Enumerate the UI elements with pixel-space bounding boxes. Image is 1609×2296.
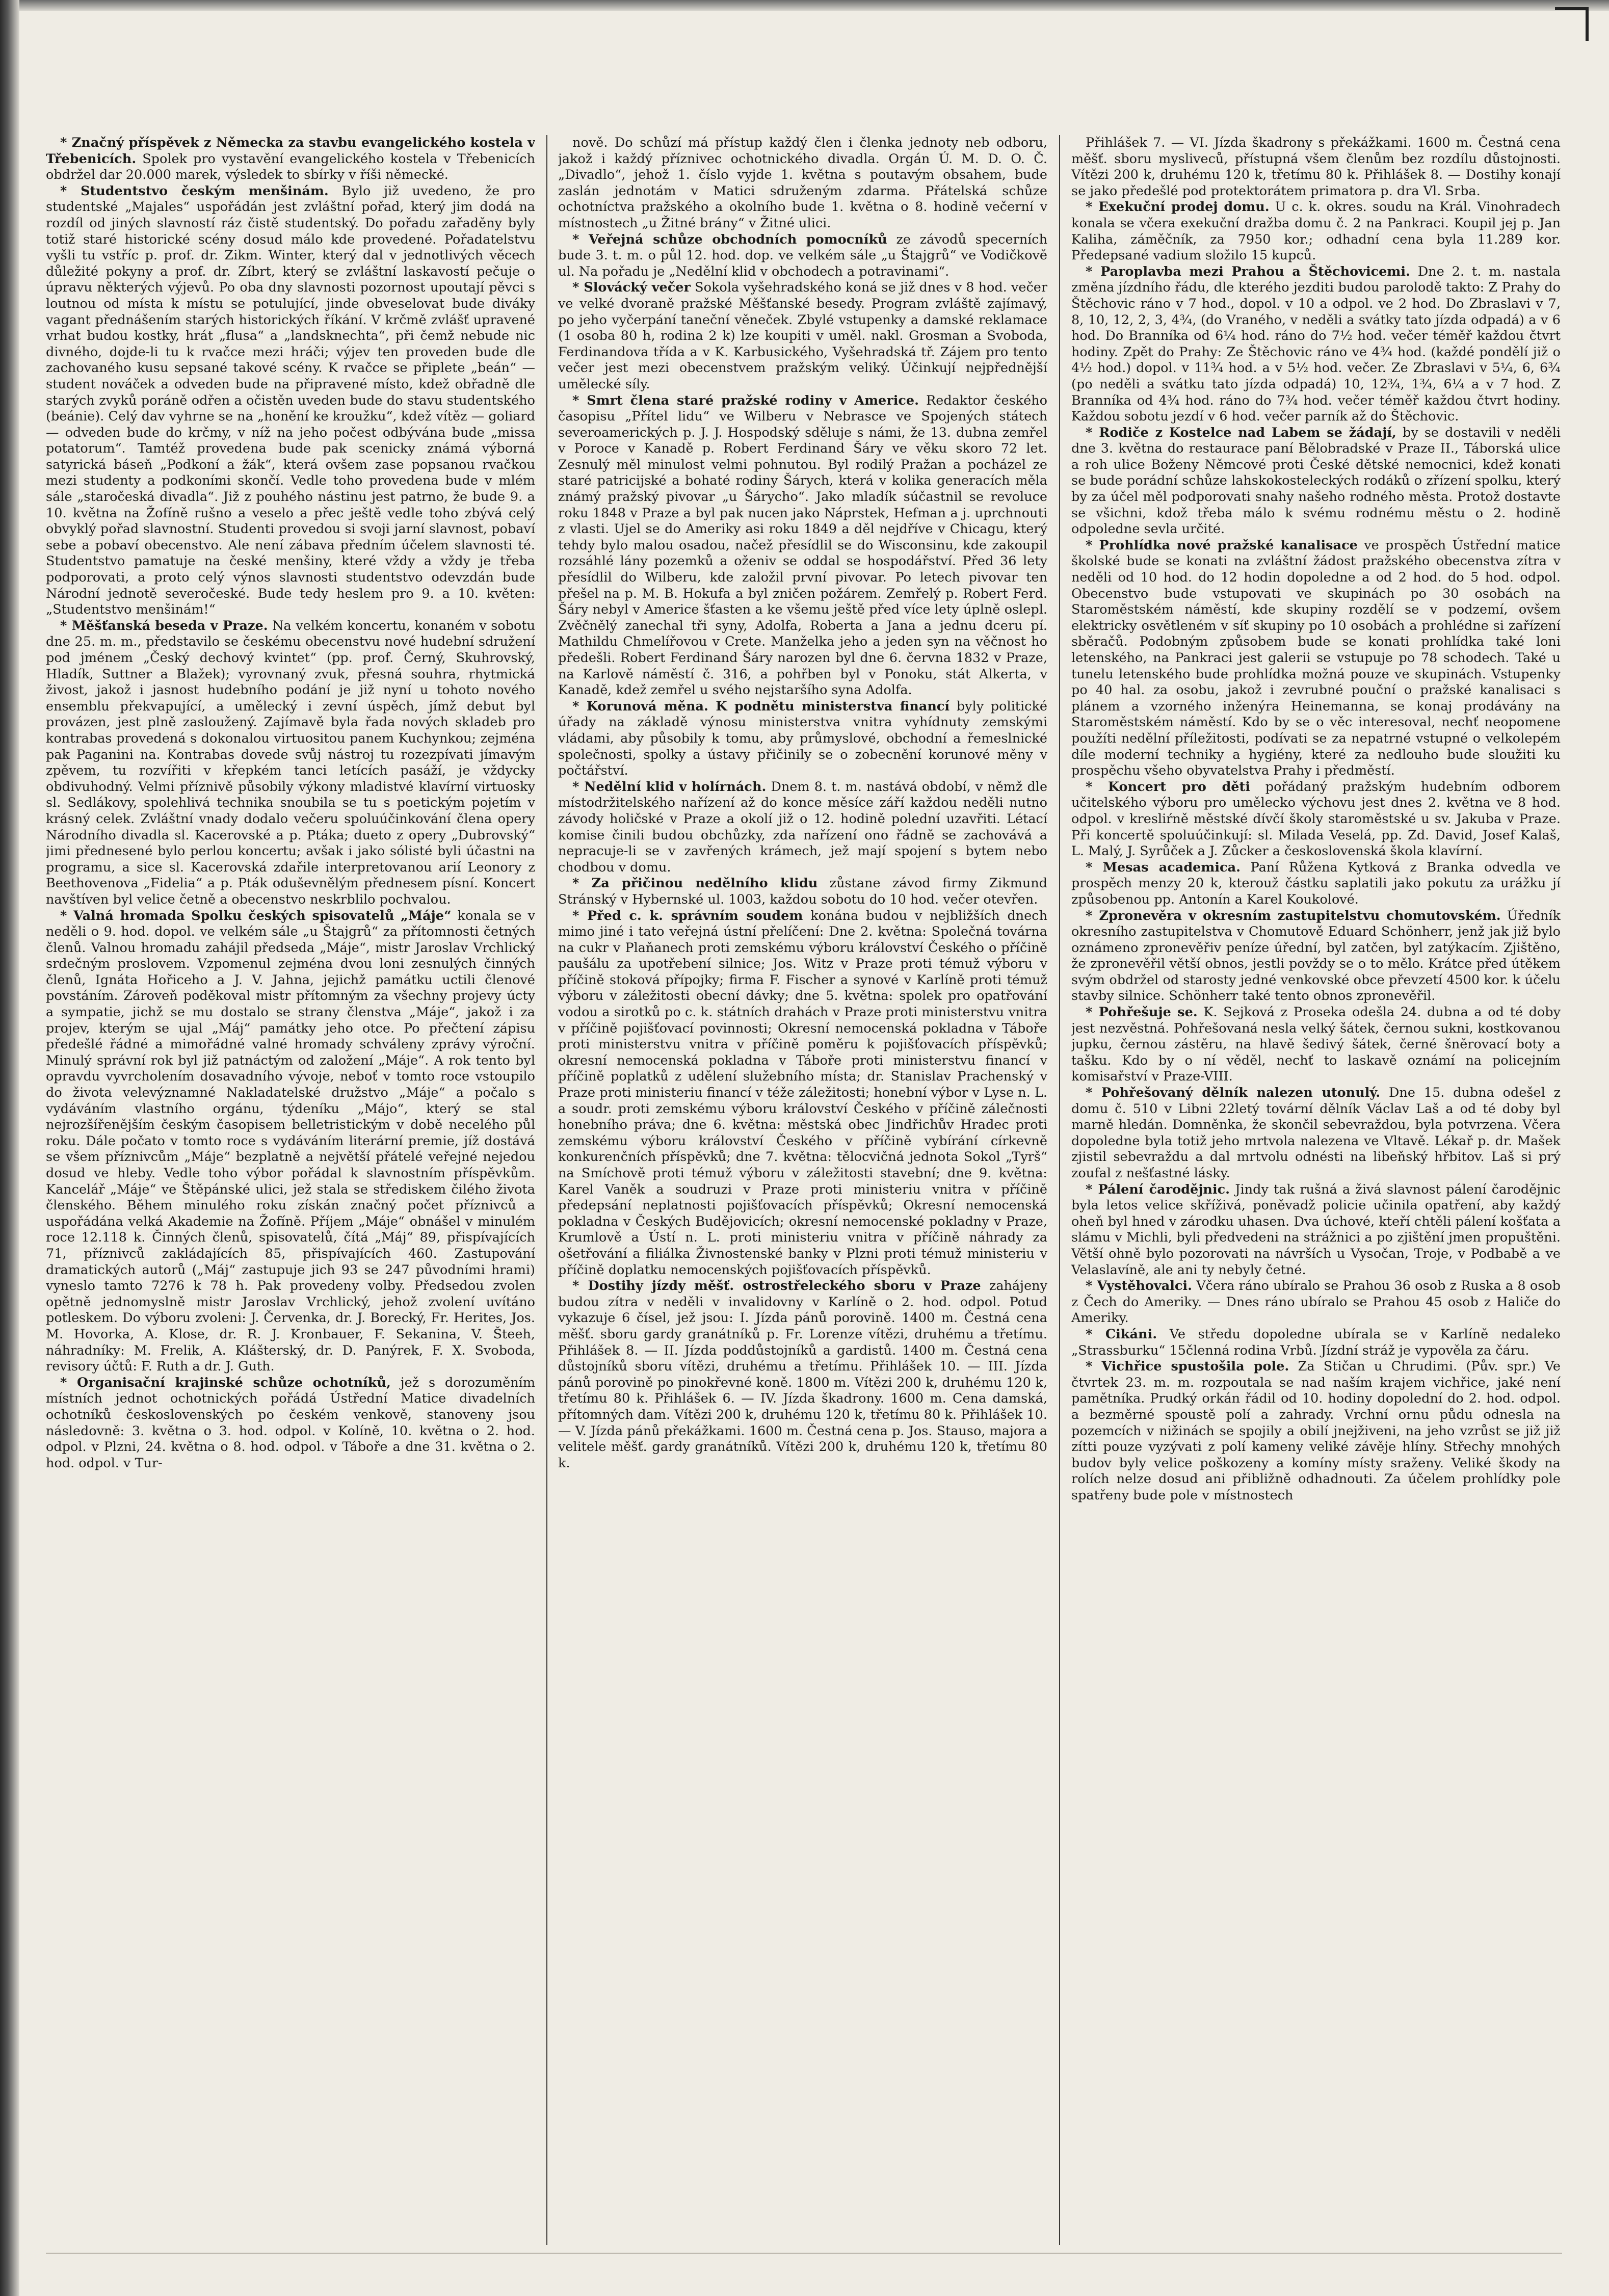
article-headline: Korunová měna. K podnětu ministerstva financí <box>586 698 950 714</box>
article-bullet: * <box>572 231 589 247</box>
article-body: Bylo již uvedeno, že pro studentské „Majales“ uspořádán jest zvláštní pořad, který jim dodá na rozdíl od jiných slavností ráz čistě studentský. Do pořadu zařaděny byly totiž staré historické scény dosud málo kde provedené. Pořadatelstvu vyšli tu vstříc p. prof. dr. Zikm. Winter, který dal v jednotlivých věcech důležité pokyny a prof. dr. Zíbrt, který se zvláštní laskavostí pečuje o úpravu některých výjevů. Po oba dny slavnosti pozornost upoutají pěvci s loutnou od místa k místu se potulující, jinde obveselovat bude diváky vagant přednášením starých historických říkání. V krčmě zvlášť upravené vrhat budou kostky, hrát „flusa“ a „landsknechta“, při čemž nebude nic divného, dojde-li tu k rvačce mezi hráči; výjev ten proveden bude dle zachovaného kusu sepsané takové scény. K rvačce se připlete „beán“ — student nováček a odveden bude na připravené místo, kdež obřadně dle starých zvyků poráně odřen a očistěn uveden bude do stavu studentského (beánie). Celý dav vyhrne se na „honění ke kroužku“, kdež vítěz — goliard — odveden bude do krčmy, v níž na jeho počest odbývána bude „missa potatorum“. Tamtéž provedena bude pak scenicky známá výborná satyrická báseň „Podkoní a žák“, která ovšem zase popsanou rvačkou mezi studenty a podkoními skončí. Vedle toho provedena bude v mlém sále „staročeská divadla“. Již z pouhého nástinu jest patrno, že bude 9. a 10. května na Žofíně rušno a veselo a přec ještě vedle toho zbývá celý obvyklý pořad slavnostní. Studenti provedou si svoji jarní slavnost, pobaví sebe a pobaví obecenstvo. Ale není zábava předním účelem slavnosti té. Studentstvo pamatuje na české menšiny, které vždy a vždy je třeba podporovati, a proto celý výnos slavnosti studentstvo odevzdán bude Národní jednotě severočeské. Bude tedy heslem pro 9. a 10. květen: „Studentstvo menšinám!“ <box>46 183 535 618</box>
article-body: ze závodů specerních bude 3. t. m. o půl 12. hod. dop. ve velkém sále „u Štajgrů“ ve Vodičkově ul. Na pořadu je „Nedělní klid v obchodech a potravinami“. <box>558 231 1047 279</box>
article <box>1071 199 1561 263</box>
article-bullet: * <box>1086 1278 1097 1294</box>
article-headline: Studentstvo českým menšinám. <box>81 183 329 199</box>
article-body: Včera ráno ubíralo se Prahou 36 osob z Ruska a 8 osob z Čech do Ameriky. — Dnes ráno ubíralo se Prahou 45 osob z Haliče do Ameriky. <box>1071 1278 1561 1326</box>
article <box>1071 538 1561 779</box>
article-bullet: * <box>1086 1181 1098 1197</box>
article-body: Sokola vyšehradského koná se již dnes v 8 hod. večer ve velké dvoraně pražské Měšťanské besedy. Program zvláště zajímavý, po jeho vyčerpání taneční věneček. Zbylé vstupenky a damské reklamace (1 osoba 80 h, rodina 2 k) lze koupiti v uměl. nakl. Grosman a Svoboda, Ferdinandova třída a v K. Karbusického, Vyšehradská tř. Zájem pro tento večer jest mezi obecenstvem pražským veliký. Účinkují nejpřednější umělecké síly. <box>558 280 1047 392</box>
article-body: Paní Růžena Kytková z Branka odvedla ve prospěch menzy 20 k, kterouž částku saplatili jako pokutu za urážku jí způsobenou pp. Antonín a Karel Koukolové. <box>1071 859 1561 907</box>
article-headline: Značný příspěvek z Německa za stavbu evangelického kostela v Třebenicích. <box>46 135 535 167</box>
article <box>1071 860 1561 908</box>
article-headline: Prohlídka nové pražské kanalisace <box>1099 537 1358 553</box>
article-bullet: * <box>1086 779 1108 795</box>
article-body: Spolek pro vystavění evangelického kostela v Třebenicích obdržel dar 20.000 marek, výsledek to sbírky v říši německé. <box>46 151 535 183</box>
article-headline: Vystěhovalci. <box>1097 1278 1192 1294</box>
article-bullet: * <box>572 280 584 296</box>
article <box>558 908 1047 1279</box>
page-bottom-edge <box>46 2253 1562 2254</box>
article <box>1071 1327 1561 1359</box>
article <box>558 135 1047 232</box>
article-headline: Slovácký večer <box>584 280 691 296</box>
article-bullet: * <box>1086 537 1099 553</box>
article-headline: Valná hromada Spolku českých spisovatelů „Máje“ <box>73 908 452 923</box>
article-bullet: * <box>60 183 81 199</box>
article-bullet: * <box>572 779 585 795</box>
article-bullet: * <box>1086 1326 1105 1342</box>
article-bullet: * <box>1086 859 1103 875</box>
article-headline: Pohřešovaný dělník nalezen utonulý. <box>1101 1085 1381 1101</box>
article-headline: Vichřice spustošila pole. <box>1101 1359 1289 1375</box>
article <box>46 908 535 1375</box>
newspaper-page <box>46 135 1562 2245</box>
article <box>1071 779 1561 860</box>
article-bullet: * <box>572 698 587 714</box>
article-body: konala se v neděli o 9. hod. dopol. ve velkém sále „u Štajgrů“ za přítomnosti četných členů. Valnou hromadu zahájil předseda „Máje“, mistr Jaroslav Vrchlický srdečným proslovem. Vzpomenul zejména dvou loni zesnulých činných členů, Ignáta Hořiceho a J. V. Jahna, jejichž památku uctili členové povstáním. Zároveň poděkoval mistr přítomným za všechny projevy úcty a sympatie, jichž se mu dostalo se strany členstva „Máje“, jakož i za projev, kterým se ujal „Máj“ památky jeho otce. Po přečtení zápisu předešlé řádné a mimořádné valné hromady schváleny zprávy výroční. Minulý správní rok byl již patnáctým od založení „Máje“. A rok tento byl opravdu vyvrcholením dosavadního vývoje, neboť v tomto roce vstoupilo do života velevýznamné Nakladatelské družstvo „Máje“ a počalo s vydáváním vlastního orgánu, týdeníku „Májo“, který se stal nejrozšířenějším českým časopisem belletristickým v době necelého půl roku. Dále počato v tomto roce s vydáváním literární premie, jíž dostává se všem příznivcům „Máje“ bezplatně a největší přátelé veřejné nejedou dosud ve hleby. Vedle toho výbor pořádal k slavnostním příspěvkům. Kancelář „Máje“ ve Štěpánské ulici, jež stala se střediskem čilého života členského. Během minulého roku získán značný počet příznivců a uspořádána velká Akademie na Žofíně. Příjem „Máje“ obnášel v minulém roce 12.118 k. Činných členů, spisovatelů, čítá „Máj“ 89, přispívajících 71, příznivců zakládajících 85, přispívajících 460. Zastupování dramatických autorů („Máj“ zastupuje jich 93 se 247 původními hrami) vyneslo tamto 7276 k 78 h. Pak provedeny volby. Předsedou zvolen opětně jednomyslně mistr Jaroslav Vrchlický, jehož zvolení uvítáno potleskem. Do výboru zvoleni: J. Červenka, dr. J. Borecký, Fr. Herites, Jos. M. Hovorka, A. Klose, dr. R. J. Kronbauer, F. Sekanina, V. Šteeh, náhradníky: M. Frelik, A. Klášterský, dr. D. Panýrek, F. X. Svoboda, revisory účtů: F. Ruth a dr. J. Guth. <box>46 908 535 1375</box>
article-bullet: * <box>1086 199 1099 215</box>
article <box>1071 135 1561 199</box>
article-bullet: * <box>572 1278 588 1294</box>
article <box>1071 1005 1561 1085</box>
article-headline: Exekuční prodej domu. <box>1098 199 1270 215</box>
article-bullet: * <box>60 908 74 923</box>
article-body: Jindy tak rušná a živá slavnost pálení čarodějnic byla letos velice skříživá, poněvadž policie učinila opatření, aby každý oheň byl hned v zárodku uhasen. Dva úchové, kteří chtěli pálení košťata a slámu v Michli, byli předvedeni na strážnici a po zjištění jmen propuštěni. Větší ohně bylo pozorovati na návrších u Vysočan, Troje, v Podbabě a ve Velaslavíně, ale ani ty nebyly četné. <box>1071 1181 1561 1278</box>
article-headline: Veřejná schůze obchodních pomocníků <box>588 231 887 247</box>
article-body: zůstane závod firmy Zikmund Stránský v Hybernské ul. 1003, každou sobotu do 10 hod. večer otevřen. <box>558 876 1047 907</box>
article-headline: Za přičinou nedělního klidu <box>591 876 818 891</box>
article-bullet: * <box>572 392 587 408</box>
article-headline: Pohřešuje se. <box>1098 1005 1198 1020</box>
article-bullet: * <box>1086 263 1101 279</box>
article-headline: Zpronevěra v okresním zastupitelstvu chomutovském. <box>1099 908 1501 923</box>
article-body: by se dostavili v neděli dne 3. května do restaurace paní Bělobradské v Praze II., Táborská ulice a roh ulice Boženy Němcové proti České dětské nemocnici, kdež konati se bude porádní schůze lahskokosteleckých rodáků o zřízení spolku, který by za účel měl podporovati snahy našeho rodného města. Protož dostavte se všichni, kdož třeba málo k svému rodnému městu o 2. hodině odpoledne sevla určité. <box>1071 425 1561 537</box>
article-headline: Cikáni. <box>1105 1326 1157 1342</box>
article-bullet: * <box>60 618 72 634</box>
scan-edge-top <box>19 0 1609 11</box>
article-headline: Nedělní klid v holírnách. <box>584 779 767 795</box>
article-headline: Smrt člena staré pražské rodiny v Americe. <box>587 392 919 408</box>
article-headline: Pálení čarodějnic. <box>1098 1181 1230 1197</box>
article <box>558 232 1047 280</box>
article-body: Dne 15. dubna odešel z domu č. 510 v Libni 22letý tovární dělník Václav Laš a od té doby byl marně hledán. Domněnka, že skončil sebevraždou, byla potvrzena. Včera dopoledne byla totiž jeho mrtvola nalezena ve Vltavě. Lékař p. dr. Mašek zjistil sebevraždu a dal mrtvolu odnésti na libeňský hřbitov. Laš si prý zoufal z nešťastné lásky. <box>1071 1085 1561 1181</box>
article <box>46 183 535 618</box>
article-headline: Koncert pro děti <box>1107 779 1250 795</box>
article <box>1071 1359 1561 1503</box>
article-body: U c. k. okres. soudu na Král. Vinohradech konala se včera exekuční dražba domu č. 2 na Pankraci. Koupil jej p. Jan Kaliha, záměčník, za 7950 kor.; odhadní cena byla 11.289 kor. Předepsané vadium složilo 15 kupců. <box>1071 199 1561 263</box>
article <box>558 393 1047 699</box>
article <box>46 135 535 183</box>
article <box>558 876 1047 908</box>
article-body: byly politické úřady na základě výnosu ministerstva vnitra vyhídnuty zemskými vládami, aby působily k tomu, aby průmyslové, obchodní a řemeslnické společnosti, spolky a ústavy přičinily se o zobecnění korunové měny v počtářství. <box>558 698 1047 779</box>
column-rule <box>1059 135 1060 2245</box>
column-left <box>46 135 535 2245</box>
article-bullet: * <box>572 876 592 891</box>
article <box>46 618 535 908</box>
article-body: konána budou v nejbližších dnech mimo jiné i tato veřejná ústní přelíčení: Dne 2. května: Společná továrna na cukr v Plaňanech proti zemskému výboru království Českého o příčině paušálu za upotřebení silnice; Jos. Witz v Praze proti témuž výboru v příčině stoková přípojky; firma F. Fischer a synové v Karlíně proti témuž výboru v záležitosti obecní dávky; dne 5. května: spolek pro opatřování vodou a sirotků po c. k. státních drahách v Praze proti ministerstvu vnitra v příčině pojišťovací povinnosti; Okresní nemocenská pokladna v Táboře proti ministerstvu vnitra v příčině poměru k pojišťovacích příspěvků; okresní nemocenská pokladna v Táboře proti ministerstvu financí v příčině poplatků z udělení služebního místa; dr. Stanislav Prachenský v Praze proti ministeriu financí v téže záležitosti; honební výbor v Lyse n. L. a soudr. proti zemskému výboru království Českého v příčině zálečnosti honebního práva; dne 6. května: městská obec Jindřichův Hradec proti zemskému výboru království Českého v příčině vybírání církevně konkurenčních příspěvků; dne 7. května: tělocvičná jednota Sokol „Tyrš“ na Smíchově proti témuž výboru v záležitosti stavební; dne 9. května: Karel Vaněk a soudruzi v Praze proti ministeriu vnitra v příčině předepsání neplatnosti pojišťovacích příspěvků; Okresní nemocenská pokladna v Českých Budějovicích; okresní nemocenské pokladny v Praze, Krumlově a Ústí n. L. proti ministeriu vnitra v příčině náhrady za ošetřování a filiálka Živnostenské banky v Plzni proti témuž ministeriu v příčině doplatku nemocenských pojišťovacích příspěvků. <box>558 908 1047 1278</box>
article-body: zahájeny budou zítra v neděli v invalidovny v Karlíně o 2. hod. odpol. Potud vykazuje 6 čísel, jež jsou: I. Jízda pánů porovině. 1400 m. Čestná cena měšť. sboru gardy granátníků p. Fr. Lorenze vítězi, druhému a třetímu. Přihlášek 8. — II. Jízda poddůstojníků a gardistů. 1400 m. Čestná cena důstojníků sboru vítězi, druhému a třetímu. Přihlášek 10. — III. Jízda pánů porovině po pinokřevné koně. 1800 m. Vítězi 200 k, druhému 120 k, třetímu 80 k. Přihlášek 6. — IV. Jízda škadrony. 1600 m. Cena damská, přítomných dam. Vítězi 200 k, druhému 120 k, třetímu 80 k. Přihlášek 10. — V. Jízda pánů překážkami. 1600 m. Čestná cena p. Jos. Stauso, majora a velitele měšť. gardy granátníků. Vítězi 200 k, druhému 120 k, třetímu 80 k. <box>558 1278 1047 1471</box>
scan-corner-mark <box>1555 7 1589 41</box>
article-body: Ve středu dopoledne ubírala se v Karlíně nedaleko „Strassburku“ 15členná rodina Vrbů. Jízdní stráž je vypověla za čáru. <box>1071 1326 1561 1358</box>
article-body: Na velkém koncertu, konaném v sobotu dne 25. m. m., představilo se českému obecenstvu nové hudební sdružení pod jménem „Český dechový kvintet“ (pp. prof. Černý, Skuhrovský, Hladík, Suttner a Blažek); vyrovnaný zvuk, přesná souhra, rhytmická živost, jakož i jasnost hudebního podání je již nyní u tohoto nového ensemblu překvapující, a umělecký i zevní úspěch, jímž debut byl provázen, jest plně zasloužený. Zajímavě byla řada nových skladeb pro kontrabas provedená s dokonalou virtuositou panem Kuchynkou; zejména pak Paganini na. Kontrabas dovede svůj nástroj tu rozezpívati jímavým zpěvem, tu rozvířiti v křepkém tanci letících pasáží, je vždycky obdivuhodný. Velmi příznivě působily výkony mladistvé klavírní virtuosky sl. Sedlákovy, spolehlivá technika snoubila se tu s poetickým pojetím v krásný celek. Zvláštní vnady dodalo večeru spoluúčinkování člena opery Národního divadla sl. Kacerovské a p. Ptáka; dueto z opery „Dubrovský“ jimi přednesené bylo perlou koncertu; avšak i jako sólisté byli účastni na programu, a sice sl. Kacerovská zdařile interpretovanou arií Leonory z Beethovenova „Fidelia“ a p. Pták oduševnělým přednesem písní. Koncert navštíven byl velice četně a obecenstvo neskrblilo pochvalou. <box>46 618 535 907</box>
scan-edge-left <box>0 0 19 2296</box>
article-bullet: * <box>60 135 72 150</box>
article-body: Dne 2. t. m. nastala změna jízdního řádu, dle kterého jezditi budou parolodě takto: Z Prahy do Štěchovic ráno v 7 hod., dopol. v 10 a odpol. ve 2 hod. Do Zbraslavi v 7, 8, 10, 12, 2, 3, 4¾, (do Vraného, v neděli a svátky tato jízda odpadá) a v 6 hod. Do Branníka od 6¼ hod. ráno do 7½ hod. večer téměř každou čtvrt hodiny. Zpět do Prahy: Ze Štěchovic ráno ve 4¾ hod. (každé pondělí již o 4½ hod.) dopol. v 11¾ hod. a v 5½ hod. večer. Ze Zbraslavi v 5¼, 6, 6¾ (po neděli a svátku tato jízda odpadá) 10, 12¾, 1¾, 6¼ a v 7 hod. Z Branníka od 4¾ hod. ráno do 7¾ hod. večer téměř každou čtvrt hodiny. Každou sobotu jezdí v 6 hod. večer parník až do Štěchovic. <box>1071 263 1561 425</box>
article-bullet: * <box>572 908 588 923</box>
article <box>1071 1278 1561 1327</box>
column-rule <box>546 135 547 2245</box>
article-headline: Dostihy jízdy měšť. ostrostřeleckého sboru v Praze <box>588 1278 981 1294</box>
article <box>1071 908 1561 1005</box>
article-bullet: * <box>1086 425 1099 440</box>
article-headline: Paroplavba mezi Prahou a Štěchovicemi. <box>1100 263 1410 279</box>
column-middle <box>558 135 1047 2245</box>
article-body: Úředník okresního zastupitelstva v Chomutově Eduard Schönherr, jenž jak již bylo oznámeno zpronevěřiv peníze úřední, byl zatčen, byl zatýkacím. Zjištěno, že zpronevěřil větší obnos, jestli povždy se o to mělo. Krátce před útěkem svým obdržel od starosty jedné venkovské obce převzetí 4500 kor. k účelu stavby silnice. Schönherr také tento obnos zpronevěřil. <box>1071 908 1561 1004</box>
article-body: nově. Do schůzí má přístup každý člen i členka jednoty neb odboru, jakož i každý příznivec ochotnického divadla. Orgán Ú. M. D. O. Č. „Divadlo“, jehož 1. číslo vyjde 1. května s poutavým obsahem, bude zaslán jednotám v Matici sdruženým zdarma. Přátelská schůze ochotníctva pražského a okolního bude 1. května o 8. hodině večerní v místnostech „u Žitné brány“ v Žitné ulici. <box>558 135 1047 231</box>
article-bullet: * <box>1086 1359 1102 1375</box>
article-bullet: * <box>1086 1005 1099 1020</box>
article-body: Dnem 8. t. m. nastává období, v němž dle místodržitelského nařízení až do konce měsíce září každou neděli nutno závody holičské v Praze a okolí již o 12. hodině polední uzavřiti. Létací komise činili budou obchůzky, zda nařízení ono řádně se zachovává a nepracuje-li se v zavřených krámech, jež mají spojení s bytem nebo chodbou v domu. <box>558 779 1047 875</box>
article <box>1071 425 1561 538</box>
article <box>558 699 1047 779</box>
article-bullet: * <box>1086 1085 1101 1101</box>
article-bullet: * <box>1086 908 1099 923</box>
article <box>1071 264 1561 425</box>
column-right <box>1071 135 1561 2245</box>
article-body: K. Sejková z Proseka odešla 24. dubna a od té doby jest nezvěstná. Pohřešovaná nesla velký šátek, černou sukni, kostkovanou jupku, černou zástěru, na hlavě šedivý šátek, černé šněrovací boty a tašku. Kdo by o ní věděl, nechť to laskavě oznámí na policejním komisařství v Praze-VIII. <box>1071 1005 1561 1085</box>
article <box>558 1278 1047 1471</box>
article-body: jež s dorozuměním místních jednot ochotnických pořádá Ústřední Matice divadelních ochotníků československých po českém venkově, stanoveny jsou následovně: 3. května o 3. hod. odpol. v Kolíně, 10. května o 2. hod. odpol. v Plzni, 24. května o 8. hod. odpol. v Táboře a dne 31. května o 2. hod. odpol. v Tur- <box>46 1375 535 1471</box>
article <box>46 1375 535 1472</box>
article <box>558 779 1047 876</box>
article-body: ve prospěch Ústřední matice školské bude se konati na zvláštní žádost pražského obecenstva zítra v neděli od 10 hod. do 12 hodin dopoledne a od 2 hod. do 5 hod. odpol. Obecenstvo bude vstupovati ve skupinách po 30 osobách na Staroměstském náměstí, kde skupiny rozdělí se v podzemí, ovšem elektricky osvětleném v síť skupiny po 10 osobách a prohlédne si zařízení sběračů. Podobným způsobem bude se konati prohlídka také loni letenského, na Pankraci jest galerii se vstupuje po 78 schodech. Také u tunelu letenského bude prohlídka možná pouze ve skupinách. Vstupenky po 40 hal. za osobu, jakož i zevrubné pouční o pražské kanalisaci s plánem a vzorného inženýra Heinemanna, se konaj prodávány na Staroměstském náměstí. Kdo by se o věc interesoval, nechť neopomene použíti nedělní příležitosti, podívati se za nepatrné vstupné o velkolepém díle moderní techniky a hygiény, které za nedlouho bude sloužiti ku prospěchu všeho obyvatelstva Prahy i předměstí. <box>1071 537 1561 779</box>
article-bullet: * <box>60 1375 77 1390</box>
article <box>558 280 1047 392</box>
article-body: Redaktor českého časopisu „Přítel lidu“ ve Wilberu v Nebrasce ve Spojených státech severoamerických p. J. J. Hospodský sděluje s námi, že 13. dubna zemřel v Poroce v Kanadě p. Robert Ferdinand Šáry ve věku skoro 72 let. Zesnulý měl minulost velmi pohnutou. Byl rodilý Pražan a pocházel ze staré patricijské a bohaté rodiny Šárych, která v kolika generacích měla známý pražský pivovar „u Šárycho“. Jako mladík súčastnil se revoluce roku 1848 v Praze a byl pak nucen jako Náprstek, Hefman a j. uprchnouti z vlasti. Ujel se do Ameriky asi roku 1849 a děl nejdříve v Chicagu, který tehdy bylo malou osadou, načež přesídlil se do Wisconsinu, kde zakoupil rozsáhlé lány pozemků a oženiv se oddal se hospodářství. Před 36 lety přesídlil do Wilberu, kde založil první pivovar. Po letech pivovar ten přešel na p. M. B. Hokufa a byl zničen požárem. Zemřelý p. Robert Ferd. Šáry nebyl v Americe šťasten a ke všemu ještě před více lety úplně oslepl. Zvěčnělý zanechal tři syny, Adolfa, Roberta a Jana a jednu dceru pí. Mathildu Chmelířovou v Crete. Manželka jeho a jeden syn na věčnost ho předešli. Robert Ferdinand Šáry narozen byl dne 6. června 1832 v Praze, na Karlově náměstí č. 316, a pohřben byl v Ponoku, stát Alkerta, v Kanadě, kdež zemřel u svého nejstaršího syna Adolfa. <box>558 392 1047 698</box>
article-headline: Rodiče z Kostelce nad Labem se žádají, <box>1099 425 1396 440</box>
article-headline: Měšťanská beseda v Praze. <box>71 618 268 634</box>
article-body: pořádaný pražským hudebním odborem učitelského výboru pro umělecko výchovu jest dnes 2. května ve 8 hod. odpol. v kresliŕně městské dívčí školy staroměstské u sv. Jakuba v Praze. Při koncertě spoluúčinkují: sl. Milada Veselá, pp. Zd. David, Josef Kalaš, L. Malý, J. Syrůček a J. Zůcker a československá škola klavírní. <box>1071 779 1561 859</box>
article <box>1071 1085 1561 1182</box>
article-headline: Mesas academica. <box>1102 859 1241 875</box>
article-headline: Před c. k. správním soudem <box>587 908 803 923</box>
article-body: Přihlášek 7. — VI. Jízda škadrony s překážkami. 1600 m. Čestná cena měšť. sboru mysliveců, přístupná všem členům bez rozdílu důstojnosti. Vítězi 200 k, druhému 120 k, třetímu 80 k. Přihlášek 8. — Dostihy konají se jako předešlé pod protektorátem primatora p. dra Vl. Srba. <box>1071 135 1561 199</box>
article-headline: Organisační krajinské schůze ochotníků, <box>77 1375 391 1390</box>
article-body: Za Stičan u Chrudimi. (Pův. spr.) Ve čtvrtek 23. m. m. rozpoutala se nad naším krajem vichřice, jaké není pamětníka. Prudký orkán řádil od 10. hodiny dopolední do 2. hod. odpol. a bezměrné spoustě polí a zahrady. Vrchní ornu půdu odnesla na pozemcích v nižinách se spojily a obilí jnejživeni, na jeho vzrůst se již již zítti pouze vyzývati z polí kameny veliké závěje hlíny. Střechy mnohých budov byly velice poškozeny a komíny místy sraženy. Veliké škody na rolích nelze dosud ani přibližně odhadnouti. Za účelem prohlídky pole spatřeny bude pole v místnostech <box>1071 1359 1561 1503</box>
article <box>1071 1182 1561 1279</box>
